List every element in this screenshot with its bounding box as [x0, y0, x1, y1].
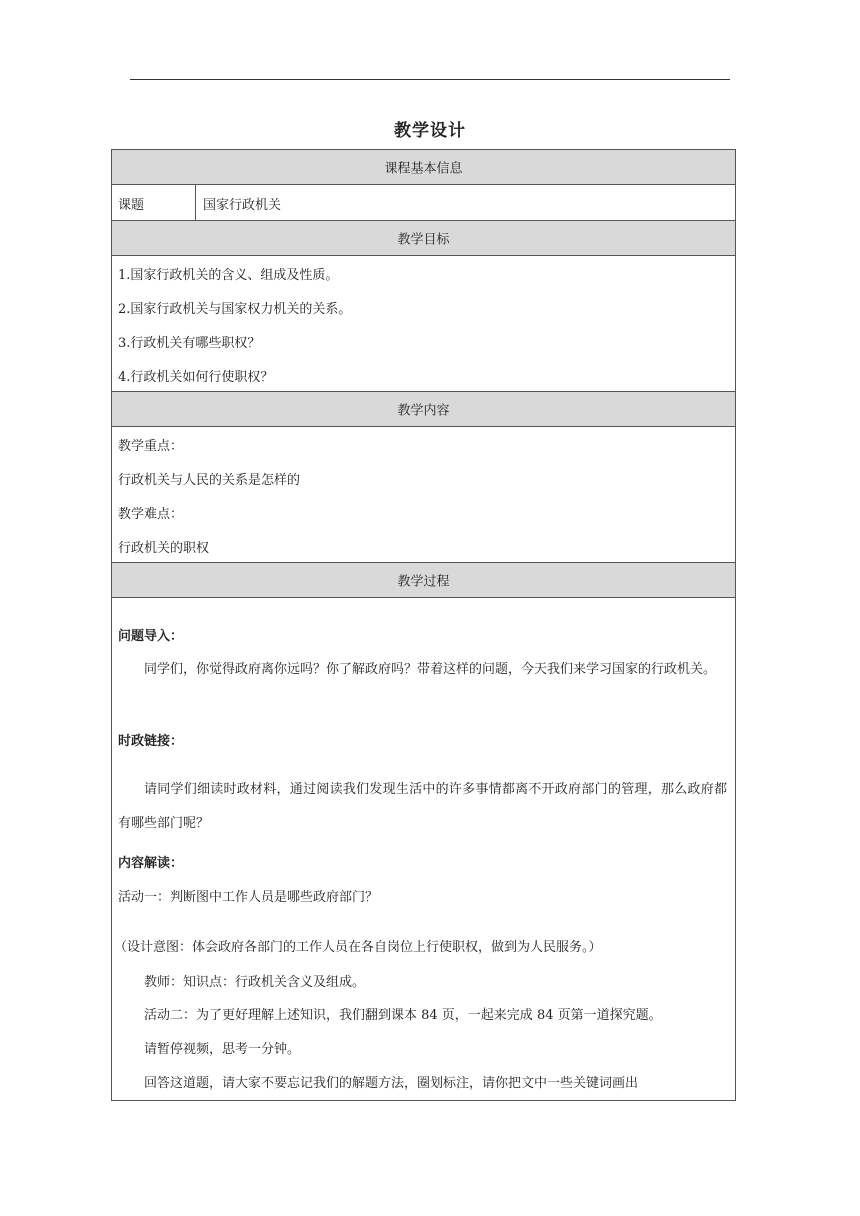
section-title: 教学过程	[397, 574, 450, 590]
content-item: 行政机关的职权	[118, 541, 210, 556]
topic-value: 国家行政机关	[203, 198, 282, 213]
news-paragraph: 请同学们细读时政材料，通过阅读我们发现生活中的许多事情都离不开政府部门的管理，那么政府都有哪些部门呢？	[118, 782, 727, 831]
objectives-cell	[112, 256, 735, 392]
document-title: 教学设计	[394, 121, 466, 141]
activity-one: 活动一：判断图中工作人员是哪些政府部门？	[118, 890, 379, 905]
topic-label: 课题	[118, 198, 145, 213]
reading-heading: 内容解读：	[118, 856, 184, 871]
intro-heading: 问题导入：	[118, 629, 184, 644]
section-title: 教学内容	[397, 403, 450, 419]
section-content	[112, 392, 735, 427]
objective-item: 3.行政机关有哪些职权？	[118, 336, 261, 351]
section-title: 课程基本信息	[384, 161, 463, 177]
section-process	[112, 563, 735, 598]
header-rule	[130, 79, 730, 80]
intro-paragraph: 同学们，你觉得政府离你远吗？你了解政府吗？带着这样的问题，今天我们来学习国家的行政机关。	[144, 662, 717, 677]
content-item: 教学难点：	[118, 507, 184, 522]
objective-item: 2.国家行政机关与国家权力机关的关系。	[118, 302, 352, 317]
topic-row	[112, 185, 735, 221]
process-cell	[112, 598, 735, 1100]
content-item: 教学重点：	[118, 439, 184, 454]
section-title: 教学目标	[397, 232, 450, 248]
content-cell	[112, 427, 735, 563]
lesson-plan-table	[111, 149, 736, 1101]
answer-note: 回答这道题，请大家不要忘记我们的解题方法，圈划标注，请你把文中一些关键词画出	[144, 1076, 639, 1091]
teacher-note: 教师：知识点：行政机关含义及组成。	[144, 975, 366, 990]
objective-item: 4.行政机关如何行使职权？	[118, 370, 274, 385]
cell-divider	[195, 185, 196, 220]
news-heading: 时政链接：	[118, 734, 184, 749]
activity-two: 活动二：为了更好理解上述知识，我们翻到课本 84 页，一起来完成 84 页第一道探究题。	[144, 1008, 662, 1023]
section-basic-info	[112, 150, 735, 185]
content-item: 行政机关与人民的关系是怎样的	[118, 473, 301, 488]
objective-item: 1.国家行政机关的含义、组成及性质。	[118, 268, 339, 283]
design-intent: （设计意图：体会政府各部门的工作人员在各自岗位上行使职权，做到为人民服务。）	[114, 940, 602, 955]
pause-note: 请暂停视频，思考一分钟。	[144, 1042, 301, 1057]
section-objectives	[112, 221, 735, 256]
